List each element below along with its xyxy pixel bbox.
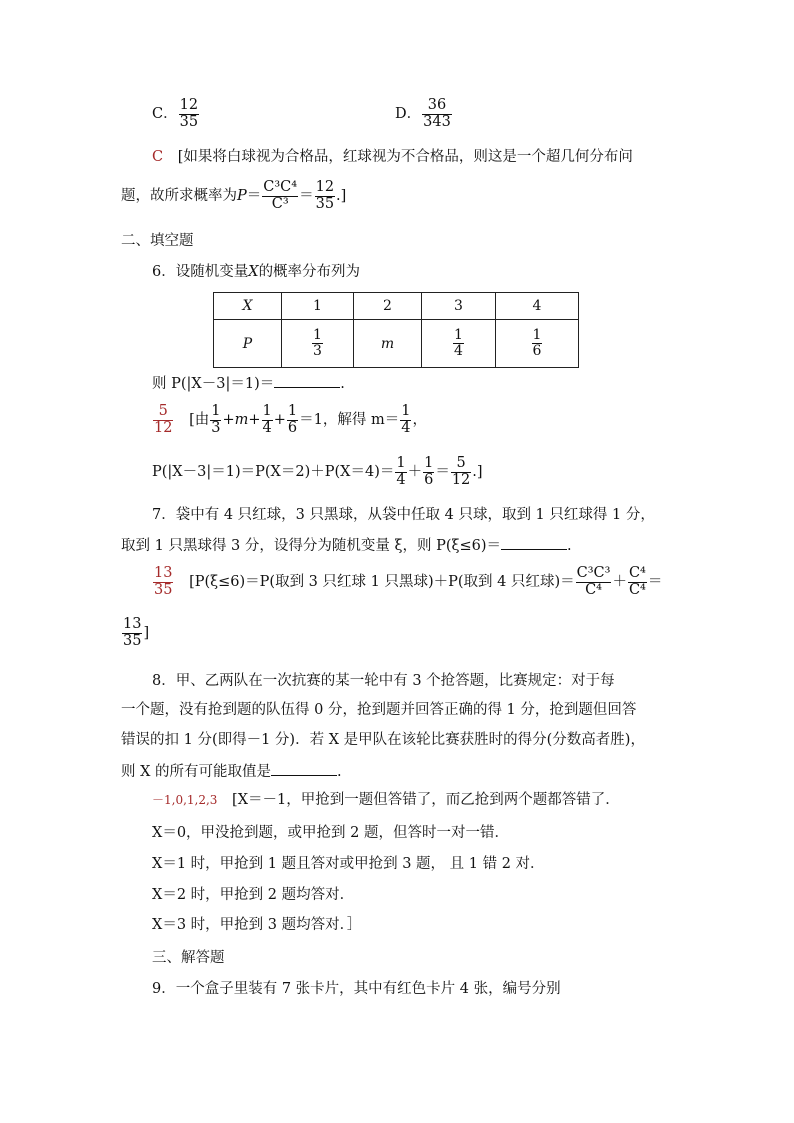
q6-stem-pre: 6．设随机变量 xyxy=(152,264,249,280)
p3-den: 4 xyxy=(454,343,463,359)
q8-solution-4: X＝2 时，甲抢到 2 题均答对． xyxy=(152,887,355,903)
q6-sol2-eq: ＝ xyxy=(435,464,450,481)
table-row-p xyxy=(214,320,579,368)
option-c-label: C． xyxy=(152,106,178,123)
q6-solution-line1 xyxy=(152,404,427,436)
table-cell-p3 xyxy=(422,320,496,368)
q6-question xyxy=(152,375,345,392)
q5-eq1: ＝ xyxy=(246,188,262,205)
option-d-fraction xyxy=(422,98,452,130)
q8-line4-text: 则 X 的所有可能取值是 xyxy=(121,764,272,780)
q6-sol1-f2-num: 1 xyxy=(262,403,272,419)
q6-sol2-end: .] xyxy=(472,464,483,481)
q8-solution-3: X＝1 时，甲抢到 1 题且答对或甲抢到 3 题， 且 1 错 2 对． xyxy=(152,856,545,872)
q6-sol1-f4-num: 1 xyxy=(401,403,411,419)
q5-result-den: 35 xyxy=(315,195,335,212)
q6-sol1-f4-den: 4 xyxy=(401,419,411,436)
q7-answer-den: 35 xyxy=(154,581,173,598)
q6-question-text: 则 P(|X－3|＝1)＝ xyxy=(152,376,275,392)
section-heading-solve: 三、解答题 xyxy=(152,950,225,966)
q7-sol-plus: ＋ xyxy=(612,574,627,591)
q7-sol-text: [P(ξ≤6)＝P(取到 3 只红球 1 只黑球)＋P(取到 4 只红球)＝ xyxy=(189,574,575,591)
option-c-den: 35 xyxy=(179,113,199,130)
q7-answer-fraction xyxy=(153,566,173,598)
q8-solution-2: X＝0，甲没抢到题，或甲抢到 2 题，但答时一对一错． xyxy=(152,825,509,841)
q5-comb-fraction xyxy=(262,180,298,212)
table-cell-3: 3 xyxy=(422,293,496,320)
option-c xyxy=(152,98,200,130)
q6-answer-den: 12 xyxy=(154,419,173,436)
p1-num: 1 xyxy=(313,326,322,343)
q6-sol1-pre: [由 xyxy=(189,412,210,429)
q6-sol2-f2-num: 1 xyxy=(424,455,434,471)
q7-sol-eq: ＝ xyxy=(647,574,663,591)
q7-solution xyxy=(152,566,662,598)
q8-solution-5: X＝3 时，甲抢到 3 题均答对．］ xyxy=(152,917,362,933)
q5-result-num: 12 xyxy=(315,179,335,195)
option-d-den: 343 xyxy=(423,113,451,130)
table-cell-p4 xyxy=(496,320,579,368)
q6-sol1-m: +m+ xyxy=(222,412,261,429)
q6-sol1-f2-den: 4 xyxy=(262,419,272,436)
q7-sol-f1-num: C³C³ xyxy=(576,565,611,581)
q8-solution-1 xyxy=(152,793,620,808)
q5-end: .] xyxy=(336,188,347,205)
q8-line1: 8．甲、乙两队在一次抗赛的某一轮中有 3 个抢答题，比赛规定：对于每 xyxy=(152,673,615,689)
q8-line4-end: . xyxy=(337,764,342,780)
q7-answer-num: 13 xyxy=(154,565,173,581)
table-cell-p2: m xyxy=(354,320,422,368)
q7-sol-f2-num: C⁴ xyxy=(628,565,646,581)
q7-line2 xyxy=(121,537,572,554)
q6-answer-blank xyxy=(274,375,340,388)
q5-result-fraction xyxy=(315,180,335,212)
q6-question-end: . xyxy=(340,376,345,392)
table-cell-4: 4 xyxy=(496,293,579,320)
table-cell-2: 2 xyxy=(354,293,422,320)
q5-comb-num: C³C⁴ xyxy=(263,179,298,195)
q6-sol2-f1-num: 1 xyxy=(396,455,406,471)
p4-den: 6 xyxy=(532,343,542,359)
q6-sol2-f2-den: 6 xyxy=(424,471,434,488)
q8-answer-blank xyxy=(271,763,337,776)
q8-answer: －1,0,1,2,3 xyxy=(152,793,218,807)
option-d xyxy=(395,98,453,130)
q5-answer-letter: C xyxy=(152,149,164,165)
q6-stem-post: 的概率分布列为 xyxy=(258,264,361,280)
q6-sol1-plus: + xyxy=(273,412,286,429)
p1-den: 3 xyxy=(313,343,322,359)
q6-answer-num: 5 xyxy=(153,404,173,421)
option-d-num: 36 xyxy=(422,98,452,115)
q6-sol2-pre: P(|X－3|＝1)＝P(X＝2)＋P(X＝4)＝ xyxy=(152,464,395,481)
probability-table xyxy=(213,292,579,368)
q6-sol2-f3-num: 5 xyxy=(451,456,471,473)
option-c-fraction xyxy=(179,98,199,130)
q5-explanation-2 xyxy=(121,180,346,212)
table-cell-x: X xyxy=(214,293,282,320)
q7-solution-result xyxy=(121,617,149,649)
q9-line1: 9．一个盒子里装有 7 张卡片，其中有红色卡片 4 张，编号分别 xyxy=(152,981,561,997)
q7-line2-text: 取到 1 只黑球得 3 分，设得分为随机变量 ξ，则 P(ξ≤6)＝ xyxy=(121,538,502,554)
q7-sol-f1-den: C⁴ xyxy=(585,581,602,598)
q5-answer-line xyxy=(152,150,633,165)
q6-answer-fraction xyxy=(153,404,173,436)
q6-sol1-end: ， xyxy=(412,412,427,429)
option-d-label: D． xyxy=(395,106,422,123)
q7-line1: 7．袋中有 4 只红球，3 只黑球，从袋中任取 4 只球，取到 1 只红球得 1 分， xyxy=(152,507,655,523)
q6-stem xyxy=(152,265,360,280)
table-row-header xyxy=(214,293,579,320)
q5-explanation-2-text: 题，故所求概率为 xyxy=(121,188,237,205)
q6-solution-line2 xyxy=(152,456,483,488)
table-cell-1: 1 xyxy=(282,293,354,320)
q7-line2-end: . xyxy=(567,538,572,554)
q6-sol1-f3-num: 1 xyxy=(287,403,298,419)
q5-comb-den: C³ xyxy=(271,195,289,212)
p3-num: 1 xyxy=(454,326,463,343)
q6-sol1-f1-den: 3 xyxy=(211,419,221,436)
q6-sol1-f3-den: 6 xyxy=(287,419,298,436)
q6-sol2-f1-den: 4 xyxy=(396,471,406,488)
q6-sol2-plus: ＋ xyxy=(407,464,423,481)
q6-sol1-f1-num: 1 xyxy=(211,403,221,419)
q6-sol1-mid: ＝1，解得 m＝ xyxy=(299,412,400,429)
q6-x-symbol: X xyxy=(248,264,259,280)
section-heading-fill-in: 二、填空题 xyxy=(121,233,194,249)
q8-line3: 错误的扣 1 分(即得－1 分)．若 X 是甲队在该轮比赛获胜时的得分(分数高者胜)， xyxy=(121,732,645,748)
q7-sol-end: ] xyxy=(143,625,150,642)
q8-line2: 一个题，没有抢到题的队伍得 0 分，抢到题并回答正确的得 1 分，抢到题但回答 xyxy=(121,702,637,718)
q7-sol-f2-den: C⁴ xyxy=(628,581,646,598)
option-c-num: 12 xyxy=(179,97,199,113)
q5-p-symbol: P xyxy=(237,188,247,205)
q8-line4 xyxy=(121,763,342,780)
q7-sol-res-num: 13 xyxy=(123,616,142,632)
table-cell-p: P xyxy=(214,320,282,368)
q5-eq2: ＝ xyxy=(299,188,314,205)
table-cell-p1 xyxy=(282,320,354,368)
q8-sol1: [X＝－1，甲抢到一题但答错了，而乙抢到两个题都答错了． xyxy=(232,792,620,808)
q7-answer-blank xyxy=(501,537,567,550)
p4-num: 1 xyxy=(532,326,542,343)
q7-sol-res-den: 35 xyxy=(123,632,142,649)
q5-explanation-1: [如果将白球视为合格品，红球视为不合格品，则这是一个超几何分布问 xyxy=(177,149,633,165)
q6-sol2-f3-den: 12 xyxy=(451,471,471,488)
